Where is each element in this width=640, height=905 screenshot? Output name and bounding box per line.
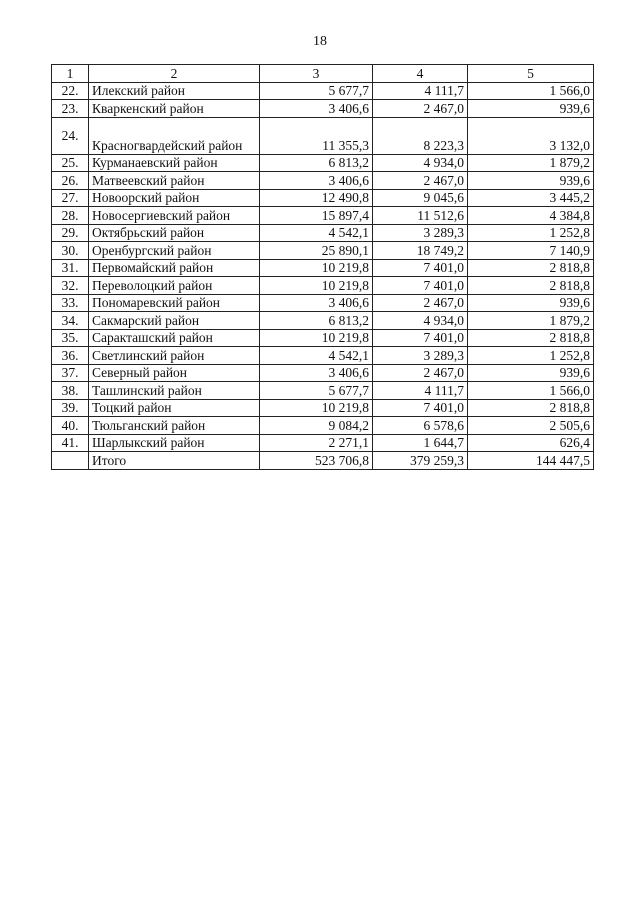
value-col-4: 9 045,6 bbox=[373, 189, 468, 207]
value-col-4: 3 289,3 bbox=[373, 347, 468, 365]
value-col-3: 25 890,1 bbox=[260, 242, 373, 260]
value-col-3: 2 271,1 bbox=[260, 434, 373, 452]
value-col-5: 2 818,8 bbox=[468, 277, 594, 295]
district-name: Переволоцкий район bbox=[89, 277, 260, 295]
district-name: Саракташский район bbox=[89, 329, 260, 347]
value-col-3: 3 406,6 bbox=[260, 172, 373, 190]
district-name: Шарлыкский район bbox=[89, 434, 260, 452]
value-col-3: 10 219,8 bbox=[260, 259, 373, 277]
value-col-4: 2 467,0 bbox=[373, 364, 468, 382]
value-col-4: 4 111,7 bbox=[373, 82, 468, 100]
row-number bbox=[52, 452, 89, 470]
table-body bbox=[52, 82, 594, 469]
row-number: 23. bbox=[52, 100, 89, 118]
value-col-4: 2 467,0 bbox=[373, 100, 468, 118]
row-number: 39. bbox=[52, 399, 89, 417]
table-row bbox=[52, 189, 594, 207]
district-name: Курманаевский район bbox=[89, 154, 260, 172]
row-number: 28. bbox=[52, 207, 89, 225]
district-name: Новосергиевский район bbox=[89, 207, 260, 225]
value-col-5: 939,6 bbox=[468, 364, 594, 382]
row-number: 30. bbox=[52, 242, 89, 260]
total-label: Итого bbox=[89, 452, 260, 470]
table-row bbox=[52, 82, 594, 100]
column-header-4: 4 bbox=[373, 65, 468, 83]
table-row bbox=[52, 242, 594, 260]
value-col-3: 10 219,8 bbox=[260, 329, 373, 347]
district-name: Кваркенский район bbox=[89, 100, 260, 118]
table-row bbox=[52, 154, 594, 172]
value-col-5: 2 505,6 bbox=[468, 417, 594, 435]
value-col-4: 7 401,0 bbox=[373, 277, 468, 295]
table-row bbox=[52, 117, 594, 154]
row-number: 38. bbox=[52, 382, 89, 400]
row-number: 24. bbox=[52, 117, 89, 154]
value-col-4: 7 401,0 bbox=[373, 399, 468, 417]
district-name: Матвеевский район bbox=[89, 172, 260, 190]
value-col-3: 3 406,6 bbox=[260, 364, 373, 382]
row-number: 25. bbox=[52, 154, 89, 172]
table-row bbox=[52, 382, 594, 400]
row-number: 32. bbox=[52, 277, 89, 295]
value-col-5: 4 384,8 bbox=[468, 207, 594, 225]
value-col-3: 9 084,2 bbox=[260, 417, 373, 435]
total-col-4: 379 259,3 bbox=[373, 452, 468, 470]
value-col-4: 3 289,3 bbox=[373, 224, 468, 242]
value-col-4: 1 644,7 bbox=[373, 434, 468, 452]
value-col-5: 1 566,0 bbox=[468, 82, 594, 100]
table-row bbox=[52, 207, 594, 225]
row-number: 27. bbox=[52, 189, 89, 207]
district-name: Пономаревский район bbox=[89, 294, 260, 312]
district-name: Светлинский район bbox=[89, 347, 260, 365]
page-number: 18 bbox=[313, 34, 327, 49]
district-name: Октябрьский район bbox=[89, 224, 260, 242]
value-col-3: 4 542,1 bbox=[260, 347, 373, 365]
value-col-3: 6 813,2 bbox=[260, 312, 373, 330]
value-col-4: 4 934,0 bbox=[373, 312, 468, 330]
row-number: 31. bbox=[52, 259, 89, 277]
total-col-5: 144 447,5 bbox=[468, 452, 594, 470]
value-col-5: 1 879,2 bbox=[468, 312, 594, 330]
row-number: 36. bbox=[52, 347, 89, 365]
district-name: Ташлинский район bbox=[89, 382, 260, 400]
row-number: 41. bbox=[52, 434, 89, 452]
table-header-row bbox=[52, 65, 594, 83]
value-col-5: 2 818,8 bbox=[468, 259, 594, 277]
value-col-5: 939,6 bbox=[468, 100, 594, 118]
value-col-5: 939,6 bbox=[468, 294, 594, 312]
table-row bbox=[52, 172, 594, 190]
data-table bbox=[51, 64, 594, 470]
value-col-4: 7 401,0 bbox=[373, 259, 468, 277]
value-col-4: 2 467,0 bbox=[373, 172, 468, 190]
row-number: 33. bbox=[52, 294, 89, 312]
value-col-3: 5 677,7 bbox=[260, 382, 373, 400]
value-col-3: 12 490,8 bbox=[260, 189, 373, 207]
district-name: Новоорский район bbox=[89, 189, 260, 207]
district-name: Оренбургский район bbox=[89, 242, 260, 260]
value-col-5: 2 818,8 bbox=[468, 329, 594, 347]
table-row bbox=[52, 417, 594, 435]
value-col-4: 7 401,0 bbox=[373, 329, 468, 347]
value-col-5: 939,6 bbox=[468, 172, 594, 190]
district-name: Сакмарский район bbox=[89, 312, 260, 330]
value-col-4: 6 578,6 bbox=[373, 417, 468, 435]
total-row bbox=[52, 452, 594, 470]
total-col-3: 523 706,8 bbox=[260, 452, 373, 470]
table-row bbox=[52, 347, 594, 365]
value-col-4: 4 934,0 bbox=[373, 154, 468, 172]
value-col-3: 4 542,1 bbox=[260, 224, 373, 242]
value-col-4: 4 111,7 bbox=[373, 382, 468, 400]
table-row bbox=[52, 434, 594, 452]
district-name: Северный район bbox=[89, 364, 260, 382]
column-header-1: 1 bbox=[52, 65, 89, 83]
table-row bbox=[52, 100, 594, 118]
table-row bbox=[52, 224, 594, 242]
column-header-5: 5 bbox=[468, 65, 594, 83]
district-name: Тюльганский район bbox=[89, 417, 260, 435]
value-col-4: 8 223,3 bbox=[373, 117, 468, 154]
table-row bbox=[52, 259, 594, 277]
row-number: 29. bbox=[52, 224, 89, 242]
table-row bbox=[52, 399, 594, 417]
value-col-3: 11 355,3 bbox=[260, 117, 373, 154]
value-col-5: 1 252,8 bbox=[468, 347, 594, 365]
value-col-4: 11 512,6 bbox=[373, 207, 468, 225]
district-name: Первомайский район bbox=[89, 259, 260, 277]
value-col-3: 10 219,8 bbox=[260, 399, 373, 417]
value-col-4: 2 467,0 bbox=[373, 294, 468, 312]
value-col-5: 1 252,8 bbox=[468, 224, 594, 242]
value-col-3: 6 813,2 bbox=[260, 154, 373, 172]
value-col-5: 626,4 bbox=[468, 434, 594, 452]
value-col-5: 1 879,2 bbox=[468, 154, 594, 172]
row-number: 37. bbox=[52, 364, 89, 382]
value-col-3: 5 677,7 bbox=[260, 82, 373, 100]
row-number: 34. bbox=[52, 312, 89, 330]
table-row bbox=[52, 277, 594, 295]
value-col-5: 7 140,9 bbox=[468, 242, 594, 260]
column-header-2: 2 bbox=[89, 65, 260, 83]
district-name: Илекский район bbox=[89, 82, 260, 100]
value-col-3: 10 219,8 bbox=[260, 277, 373, 295]
value-col-5: 3 132,0 bbox=[468, 117, 594, 154]
value-col-5: 3 445,2 bbox=[468, 189, 594, 207]
row-number: 26. bbox=[52, 172, 89, 190]
value-col-3: 15 897,4 bbox=[260, 207, 373, 225]
district-name: Красногвардейский район bbox=[89, 117, 260, 154]
column-header-3: 3 bbox=[260, 65, 373, 83]
row-number: 22. bbox=[52, 82, 89, 100]
district-name: Тоцкий район bbox=[89, 399, 260, 417]
table-row bbox=[52, 329, 594, 347]
row-number: 35. bbox=[52, 329, 89, 347]
table-row bbox=[52, 294, 594, 312]
value-col-4: 18 749,2 bbox=[373, 242, 468, 260]
table-row bbox=[52, 364, 594, 382]
value-col-5: 2 818,8 bbox=[468, 399, 594, 417]
value-col-3: 3 406,6 bbox=[260, 100, 373, 118]
table-row bbox=[52, 312, 594, 330]
row-number: 40. bbox=[52, 417, 89, 435]
value-col-5: 1 566,0 bbox=[468, 382, 594, 400]
value-col-3: 3 406,6 bbox=[260, 294, 373, 312]
